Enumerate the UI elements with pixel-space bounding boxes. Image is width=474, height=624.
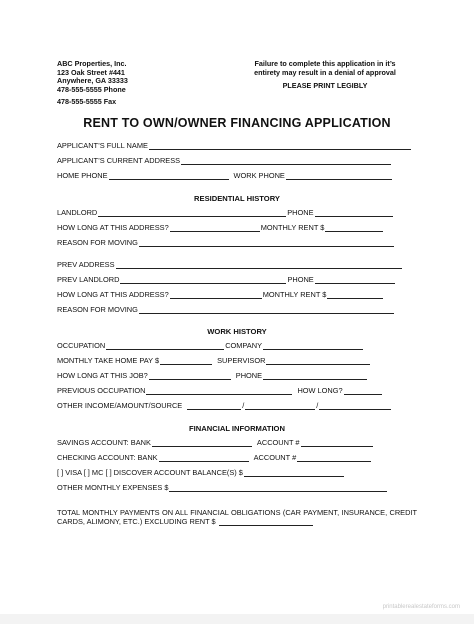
reason-row <box>57 237 395 247</box>
current-address-field[interactable] <box>181 156 391 165</box>
prev-how-long-field[interactable] <box>170 290 262 299</box>
checking-account-field[interactable] <box>297 453 371 462</box>
previous-occupation-row <box>57 385 383 395</box>
company-city: Anywhere, GA 33333 <box>57 76 128 86</box>
total-payments-field[interactable] <box>219 517 313 526</box>
company-label: COMPANY <box>225 341 263 350</box>
amount-field[interactable] <box>245 401 315 410</box>
how-long-job-field[interactable] <box>149 371 231 380</box>
total-payments-text: TOTAL MONTHLY PAYMENTS ON ALL FINANCIAL OBLIGATIONS (CAR PAYMENT, INSURANCE, CREDIT CARDS, ALIMONY, ETC.) EXCLUDING RENT $ <box>57 508 417 526</box>
prev-how-long-row <box>57 289 384 299</box>
financial-heading: FINANCIAL INFORMATION <box>189 424 285 433</box>
take-home-row <box>57 355 371 365</box>
take-home-field[interactable] <box>160 356 212 365</box>
landlord-row <box>57 207 394 217</box>
other-income-field[interactable] <box>187 401 241 410</box>
residential-heading: RESIDENTIAL HISTORY <box>194 194 280 203</box>
slash-2: / <box>316 401 319 410</box>
other-income-label: OTHER INCOME/AMOUNT/SOURCE <box>57 401 183 410</box>
notice-line-1: Failure to complete this application in it’s <box>254 59 396 68</box>
reason-label: REASON FOR MOVING <box>57 238 138 247</box>
checking-label: CHECKING ACCOUNT: BANK <box>57 453 158 462</box>
notice-line-2: entirety may result in a denial of approval <box>254 67 396 77</box>
monthly-rent-label: MONTHLY RENT $ <box>260 223 325 232</box>
previous-how-long-label: HOW LONG? <box>297 386 343 395</box>
how-long-job-label: HOW LONG AT THIS JOB? <box>57 371 148 380</box>
prev-phone-label: PHONE <box>287 275 314 284</box>
prev-reason-field[interactable] <box>139 305 394 314</box>
monthly-rent-field[interactable] <box>325 223 383 232</box>
company-fax: 478-555-5555 Fax <box>57 97 117 107</box>
other-income-row <box>57 400 392 410</box>
prev-monthly-rent-label: MONTHLY RENT $ <box>262 290 327 299</box>
cards-balance-field[interactable] <box>244 468 344 477</box>
prev-address-row <box>57 259 403 269</box>
full-name-row <box>57 140 412 150</box>
savings-bank-field[interactable] <box>152 438 252 447</box>
savings-account-field[interactable] <box>301 438 373 447</box>
landlord-field[interactable] <box>98 208 286 217</box>
prev-landlord-field[interactable] <box>120 275 286 284</box>
occupation-label: OCCUPATION <box>57 341 106 350</box>
prev-reason-row <box>57 304 395 314</box>
prev-address-field[interactable] <box>116 260 402 269</box>
checking-bank-field[interactable] <box>159 453 249 462</box>
prev-monthly-rent-field[interactable] <box>327 290 383 299</box>
previous-how-long-field[interactable] <box>344 386 382 395</box>
landlord-phone-field[interactable] <box>315 208 393 217</box>
supervisor-field[interactable] <box>266 356 370 365</box>
work-phone-field[interactable] <box>286 171 392 180</box>
previous-occupation-field[interactable] <box>146 386 292 395</box>
total-payments-paragraph <box>57 508 417 526</box>
print-legibly: PLEASE PRINT LEGIBLY <box>282 81 368 91</box>
phones-row <box>57 170 393 180</box>
prev-landlord-label: PREV LANDLORD <box>57 275 120 284</box>
how-long-row <box>57 222 384 232</box>
checking-account-label: ACCOUNT # <box>253 453 297 462</box>
page-title: RENT TO OWN/OWNER FINANCING APPLICATION <box>83 116 391 130</box>
prev-landlord-row <box>57 274 396 284</box>
work-phone-label: WORK PHONE <box>233 171 285 180</box>
prev-how-long-label: HOW LONG AT THIS ADDRESS? <box>57 290 169 299</box>
other-expenses-field[interactable] <box>169 483 387 492</box>
checking-row <box>57 452 372 462</box>
current-address-row <box>57 155 392 165</box>
how-long-label: HOW LONG AT THIS ADDRESS? <box>57 223 169 232</box>
landlord-label: LANDLORD <box>57 208 98 217</box>
current-address-label: APPLICANT’S CURRENT ADDRESS <box>57 156 181 165</box>
job-phone-label: PHONE <box>235 371 263 380</box>
home-phone-field[interactable] <box>109 171 229 180</box>
company-field[interactable] <box>263 341 363 350</box>
prev-reason-label: REASON FOR MOVING <box>57 305 138 314</box>
savings-label: SAVINGS ACCOUNT: BANK <box>57 438 151 447</box>
full-name-field[interactable] <box>149 141 411 150</box>
full-name-label: APPLICANT’S FULL NAME <box>57 141 148 150</box>
job-phone-field[interactable] <box>263 371 367 380</box>
prev-phone-field[interactable] <box>315 275 395 284</box>
cards-label: [ ] VISA [ ] MC [ ] DISCOVER ACCOUNT BALANCE(S) $ <box>57 468 243 477</box>
how-long-field[interactable] <box>170 223 260 232</box>
home-phone-label: HOME PHONE <box>57 171 108 180</box>
reason-field[interactable] <box>139 238 394 247</box>
landlord-phone-label: PHONE <box>287 208 314 217</box>
other-expenses-label: OTHER MONTHLY EXPENSES $ <box>57 483 169 492</box>
savings-row <box>57 437 374 447</box>
slash-1: / <box>242 401 245 410</box>
occupation-field[interactable] <box>106 341 224 350</box>
company-name: ABC Properties, Inc. <box>57 59 127 68</box>
watermark: printablerealestateforms.com <box>382 604 460 610</box>
take-home-label: MONTHLY TAKE HOME PAY $ <box>57 356 160 365</box>
company-info <box>57 60 128 107</box>
company-street: 123 Oak Street #441 <box>57 67 125 77</box>
company-phone: 478-555-5555 Phone <box>57 84 126 94</box>
cards-row <box>57 467 345 477</box>
work-heading: WORK HISTORY <box>207 327 267 336</box>
other-expenses-row <box>57 482 388 492</box>
supervisor-label: SUPERVISOR <box>217 356 266 365</box>
how-long-job-row <box>57 370 368 380</box>
occupation-row <box>57 340 364 350</box>
source-field[interactable] <box>319 401 391 410</box>
previous-occupation-label: PREVIOUS OCCUPATION <box>57 386 146 395</box>
prev-address-label: PREV ADDRESS <box>57 260 115 269</box>
notice <box>230 60 420 91</box>
savings-account-label: ACCOUNT # <box>256 438 300 447</box>
